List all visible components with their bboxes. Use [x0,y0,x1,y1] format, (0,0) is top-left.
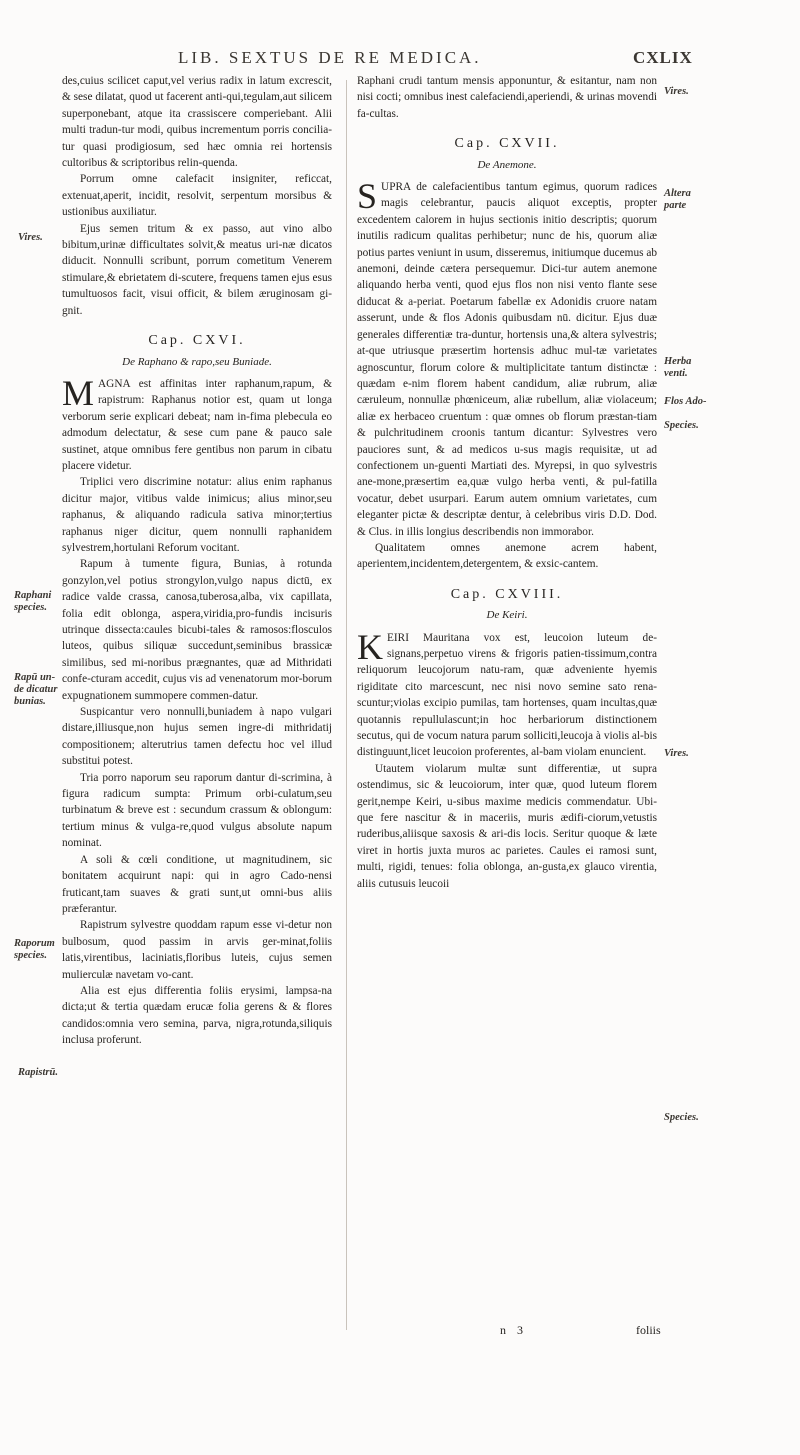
paragraph-text: UPRA de calefacientibus tantum egimus, quorum radices magis celebrantur, paucis aliquot exceptis, propter excedentem calorem in hujus sectionis initio descriptis; quorum inutilis radicum qualitas perhibetur; nunc de his, quorum aliæ potius partes veniunt in usum, disseremus, initiumque ducemus ab anemoni, deinde cætera persequemur. Dici-tur autem anemone aliquando herba venti, quod ejus flos non nisi vento flante sese diducat & a-periat. Poetarum fabellæ ex Adonidis cruore natam asserunt, unde & flos Adonis quibusdam nū. dicitur. Ejus duæ generales differentiæ tra-duntur, hortensis una,& altera sylvestris; at-que utriusque præsertim hortensis adhuc mul-tæ varietates agnoscuntur, florum colore & multiplicitate tantum distinctæ : quædam e-nim florem habent candidum, aliæ rubrum, aliæ cæruleum, nonnullæ phœniceum, aliæ rubellum, aliæ violaceum; aliæ ex herbaceo cruentum : quæ omnes ob florum præstan-tiam & pulchritudinem croonis tantum dicantur: Sylvestres vero pauciores sunt, & ad medicos u-sus magis requisitæ, ut ad confectionem un-guenti Martiati des. Myrepsi, in quo sylvestris ane-mone,præsertim ea,quæ vulgo herba venti, & pul-fatilla vocatur, debet usurpari. Earum autem omnium varietates, cum eleganter pictæ & descriptæ dentur, à celebribus viris D.D. Dod. & Clus. in illis longius describendis non immorabor. [357,181,657,538]
drop-cap: S [357,176,378,217]
signature-mark: n 3 [500,1323,527,1337]
margin-note: Flos Ado- [664,396,707,407]
margin-note: Rapistrū. [18,1067,58,1078]
paragraph: Qualitatem omnes anemone acrem habent, aperientem,incidentem,detergentem, & exsic-cantem. [357,541,657,571]
paragraph: Alia est ejus differentia foliis erysimi, lampsa-na dicta;ut & tertia quædam erucæ folia gerens & & flores candidos:omnia vero semina, parva, nigra,rotunda,siliquis inclusa proferunt. [62,984,332,1047]
chapter-heading: Cap. CXVII. [454,136,560,152]
left-column [62,73,332,1049]
paragraph: Raphani crudi tantum mensis apponuntur, & esitantur, nam non nisi cocti; omnibus inest calefaciendi,aperiendi, & urinas movendi fa-cultas. [357,75,657,120]
chapter-subtitle: De Keiri. [486,609,528,622]
chapter-subtitle: De Raphano & rapo,seu Buniade. [122,355,272,368]
margin-note: Raporum species. [14,938,55,961]
paragraph [357,176,657,540]
margin-note: Vires. [664,86,689,97]
paragraph: Suspicantur vero nonnulli,buniadem à napo vulgari distare,illiusque,non hujus semen ingre-di mithridatij compositionem; alterutrius tamen defectu hoc vel illud substitui potest. [62,706,332,768]
paragraph [357,626,657,761]
column-divider [346,80,347,1330]
paragraph-text: AGNA est affinitas inter raphanum,rapum, & rapistrum: Raphanus notior est, quam ut longa verborum serie explicari debeat; nam in-fima plebecula eo admodum delectatur, & sese cum pane & pauco sale sustinet, atque omnibus fere gentibus non parum in cibatu placere videtur. [62,377,332,472]
margin-note: Vires. [664,748,689,759]
paragraph-text: EIRI Mauritana vox est, leucoion luteum de-signans,perpetuo virens & frigoris patien-tissimum,contra reliquorum leucojorum natu-ram, quæ adveniente hyemis rigiditate cito marcescunt, nec nisi novo semine sato rena-scuntur;violas excipio pumilas, tam hortenses, quam incultas,quæ quotannis repullulascunt;in hoc herbariorum distinctionem secutus, qui de vocum natura parum solliciti,leucoja à violis al-bis distinguunt,licet leucoion proferentes, al-bam violam enuncient. [357,631,657,759]
paragraph: des,cuius scilicet caput,vel verius radix in latum excrescit, & sese dilatat, quod ut facerent anti-qui,tegulam,aut silicem superponebant, atque ita crassiscere comperiebant. Alii multi tradun-tur modi, quibus incrementum porris concilia-tur quasi prodigiosum, sed hæc omnia rei hortensis cultoribus & scriptoribus relin-quenda. [62,75,332,170]
drop-cap: K [357,626,383,667]
margin-note: Rapū un-de dicatur bunias. [14,672,58,707]
paragraph: A soli & cœli conditione, ut magnitudinem, sic bonitatem acquirunt napi: qui in agro Cado-nensi fruticant,tam suaves & grati sunt,ut omni-bus aliis præferantur. [62,853,332,915]
catchword: foliis [636,1323,661,1337]
page-number: CXLIX [633,48,693,67]
paragraph [62,372,332,474]
drop-cap: M [62,372,95,413]
paragraph: Ejus semen tritum & ex passo, aut vino albo bibitum,urinæ difficultates solvit,& meatus uri-næ dicatos diducit. Nonnulli scribunt, porrum cometitum Venerem stimulare,& ebrietatem di-scutere, frequens tamen ejus esus tumultuosos facit, visui officit, & bilem æruginosam gi-gnit. [62,222,332,317]
paragraph: Utautem violarum multæ sunt differentiæ, ut supra ostendimus, sic & leucoiorum, inter quæ, quod luteum florem gerit,nempe Keiri, u-sibus maxime medicis commendatur. Ubi-que fere nascitur & in maceriis, muris ædifi-ciorum,vetustis ruderibus,aliisque saxosis & ari-dis locis. Seritur quoque & læte viret in hortis juxta muros ac parietes. Caules ei ramosi sunt, multi, rigidi, tenues: folia oblonga, an-gusta,ex glauco virentia, aliis cutusuis leucoii [357,762,657,890]
paragraph: Rapistrum sylvestre quoddam rapum esse vi-detur non bulbosum, quod passim in arvis ger-minat,foliis latis,virentibus, laciniatis,floribus luteis, cujus semen mulierculæ navetam vo-cant. [62,919,332,981]
paragraph: Porrum omne calefacit insigniter, reficcat, extenuat,aperit, incidit, resolvit, serpentum morsibus & ustionibus auxiliatur. [62,173,332,219]
right-column [357,73,657,892]
chapter-heading: Cap. CXVIII. [450,586,564,602]
margin-note: Herba venti. [664,356,692,379]
paragraph: Rapum à tumente figura, Bunias, à rotunda gonzylon,vel potius strongylon,vulgo napus dictū, ex radice valde crassa, canosa,tuberosa,alba, vix capillata, folia edit oblonga, aspera,viridia,pro-fundis incisuris utrinque dissecta:caules bicubi-tales & ramosos:flosculos luteos, quibus siliquæ succedunt,seminibus brassicæ similibus, sed mi-noribus prægnantes, quæ ad Mithridati confe-cturam accedit, cujus vis ad venenatorum mor-borum expugnationem summopere commen-datur. [62,558,332,702]
margin-note: Vires. [18,232,43,243]
paragraph: Triplici vero discrimine notatur: alius enim raphanus dicitur major, vitibus valde inimicus; alius minor,seu raphanus, & aliquando radicula sativa minor;tertius raphanus niger dicitur, quem nonnulli raphanidem sylvestrem,hortulani Reforum vocitant. [62,476,332,554]
margin-note: Species. [664,420,699,431]
paragraph: Tria porro naporum seu raporum dantur di-scrimina, à figura radicum sumpta: Primum orbi-culatum,seu turbinatum & breve est : secundum crassum & oblongum: tertium minus & vulga-re,quod vulgus absolute napum nominat. [62,771,332,850]
margin-note: Species. [664,1112,699,1123]
margin-note: Raphani species. [14,590,52,613]
chapter-heading: Cap. CXVI. [148,333,246,349]
running-head-title: LIB. SEXTUS DE RE MEDICA. [178,48,482,67]
chapter-subtitle: De Anemone. [477,158,537,171]
margin-note: Altera parte [664,188,691,211]
